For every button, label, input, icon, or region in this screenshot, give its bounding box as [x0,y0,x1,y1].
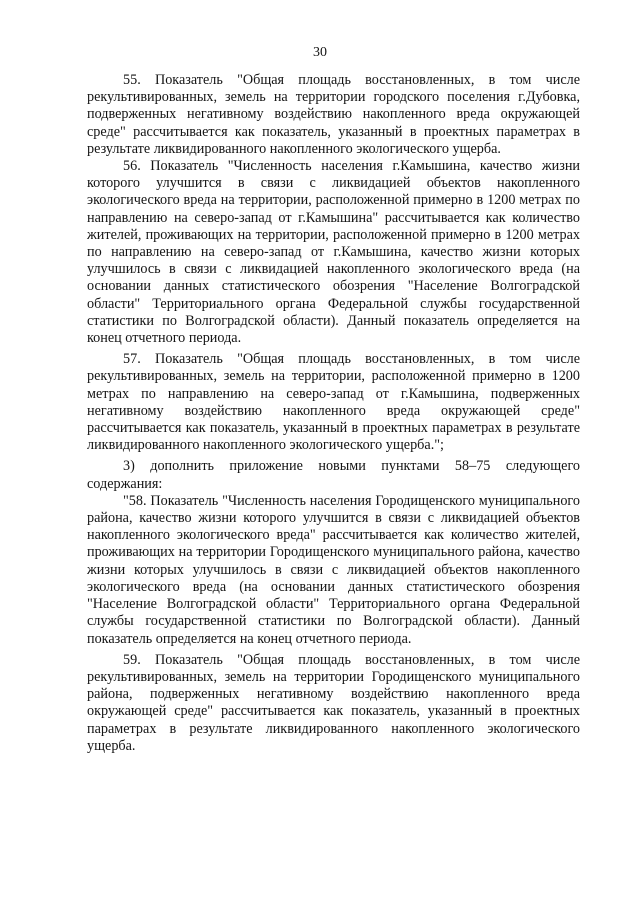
paragraph-56: 56. Показатель "Численность населения г.Камышина, качество жизни которого улучшится в связи с ликвидацией объектов накопленного экологического вреда на территории, расположенной примерно в 1200 метрах по направлению на северо-запад от г.Камышина" рассчитывается как количество жителей, проживающих на территории, расположенной примерно в 1200 метрах по направлению на северо-запад от г.Камышина, качество жизни которых улучшилось в связи с ликвидацией накопленного экологического вреда (на основании данных статистического обозрения "Население Волгоградской области" Территориального органа Федеральной службы государственной статистики по Волгоградской области). Данный показатель определяется на конец отчетного периода. [87,158,580,347]
paragraph-58: "58. Показатель "Численность населения Городищенского муниципального района, качество жизни которого улучшится в связи с ликвидацией объектов накопленного экологического вреда" рассчитывается как количество жителей, проживающих на территории Городищенского муниципального района, качество жизни которых улучшилось в связи с ликвидацией объектов накопленного экологического вреда (на основании данных статистического обозрения "Население Волгоградской области" Территориального органа Федеральной службы государственной статистики по Волгоградской области). Данный показатель определяется на конец отчетного периода. [87,492,580,647]
paragraph-amendment-3: 3) дополнить приложение новыми пунктами 58–75 следующего содержания: [87,458,580,492]
page-number: 30 [313,45,327,60]
paragraph-57: 57. Показатель "Общая площадь восстановленных, в том числе рекультивированных, земель на территории, расположенной примерно в 1200 метрах по направлению на северо-запад от г.Камышина, подверженных негативному воздействию накопленного вреда окружающей среде" рассчитывается как показатель, указанный в проектных параметрах в результате ликвидированного накопленного экологического ущерба."; [87,351,580,454]
paragraph-59: 59. Показатель "Общая площадь восстановленных, в том числе рекультивированных, земель на территории Городищенского муниципального района, подверженных негативному воздействию накопленного вреда окружающей среде" рассчитывается как показатель, указанный в проектных параметрах в результате ликвидированного накопленного экологического ущерба. [87,651,580,754]
paragraph-55: 55. Показатель "Общая площадь восстановленных, в том числе рекультивированных, земель на территории городского поселения г.Дубовка, подверженных негативному воздействию накопленного вреда окружающей среде" рассчитывается как показатель, указанный в проектных параметрах в результате ликвидированного накопленного экологического ущерба. [87,72,580,157]
document-body [87,72,580,755]
